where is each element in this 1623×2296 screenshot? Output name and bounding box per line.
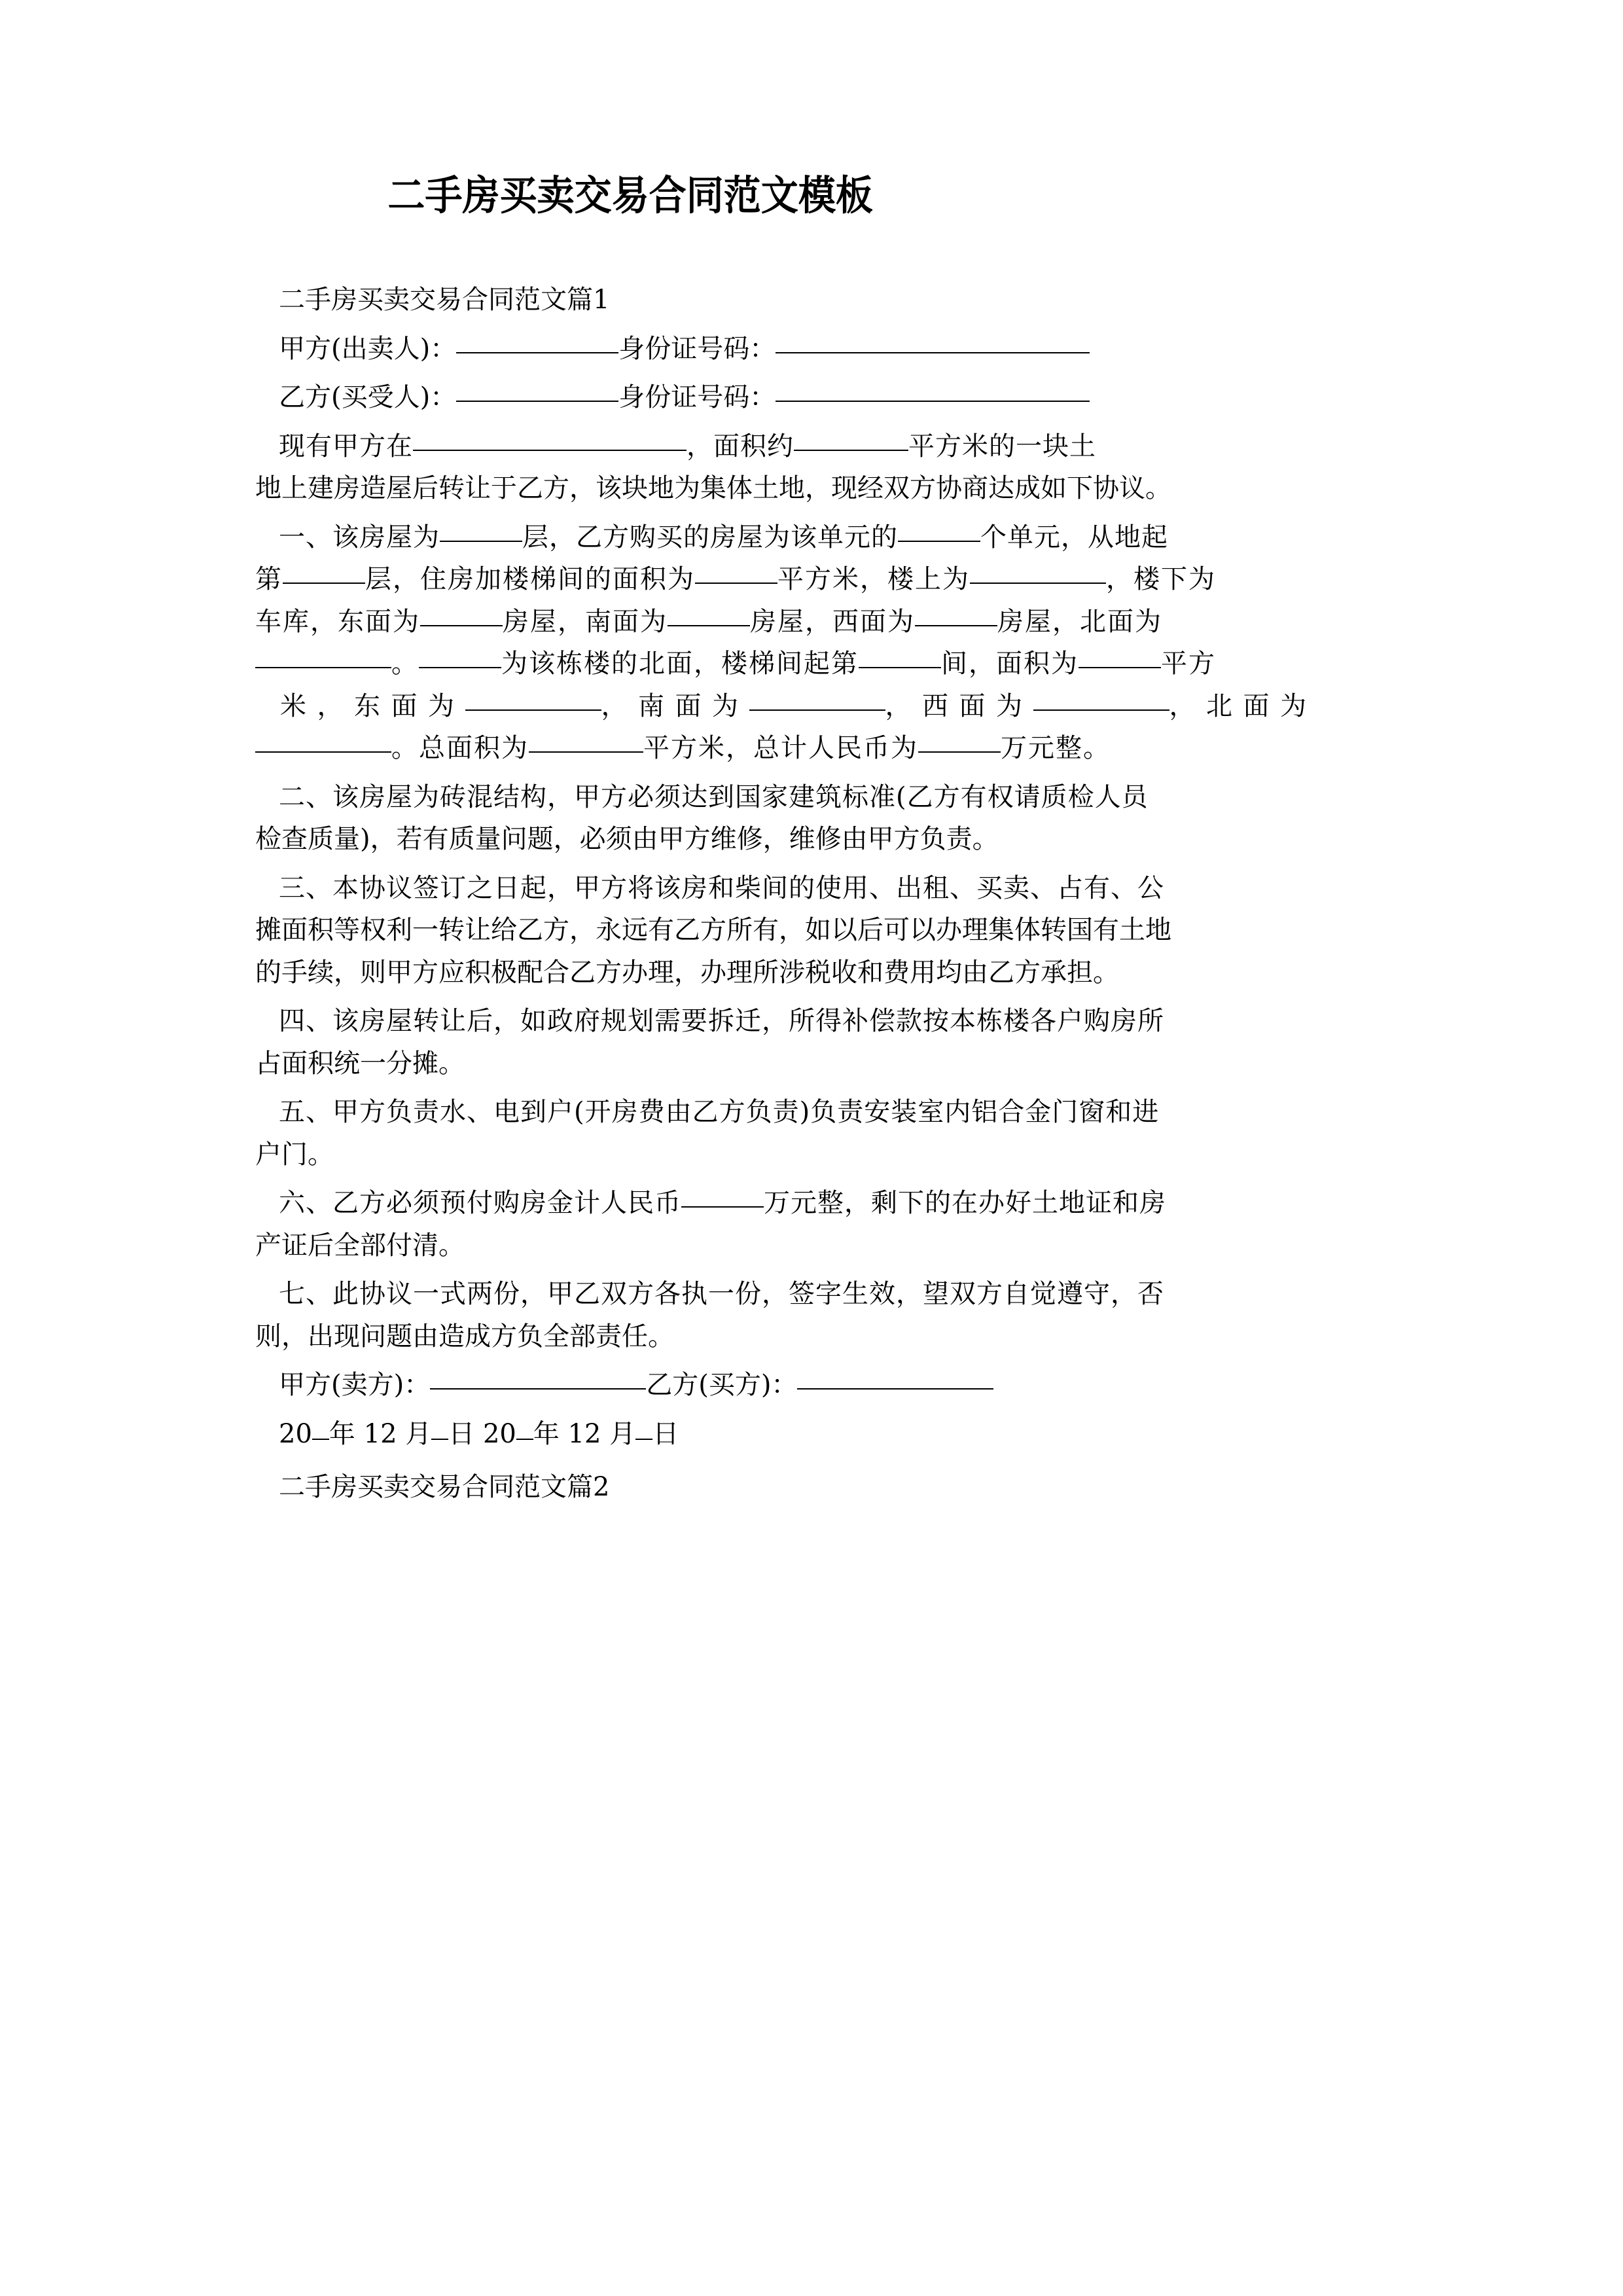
party-a-name-blank[interactable] <box>456 326 618 353</box>
date-line: 20 年 12 月 日 20 年 12 月 日 <box>279 1418 679 1449</box>
east-bound-blank[interactable] <box>465 683 601 711</box>
south-bound-blank[interactable] <box>749 683 885 711</box>
east-house-blank[interactable] <box>420 599 503 626</box>
west-house-blank[interactable] <box>915 599 997 626</box>
clause-5-line-1: 五、甲方负责水、电到户(开房费由乙方负责)负责安装室内铝合金门窗和进 <box>279 1097 1160 1127</box>
document-content <box>255 0 1371 1509</box>
party-b-line: 乙方(买受人)： 身份证号码： <box>255 376 1371 419</box>
total-area-blank[interactable] <box>529 725 643 753</box>
party-a-id-blank[interactable] <box>776 326 1090 353</box>
clause-1-line-3: 车库，东面为 房屋，南面为 房屋，西面为 房屋，北面为 <box>255 601 1371 643</box>
preamble-line-2: 地上建房造屋后转让于乙方，该块地为集体土地，现经双方协商达成如下协议。 <box>255 473 1171 503</box>
west-bound-blank[interactable] <box>1033 683 1169 711</box>
clause-7-line-1: 七、此协议一式两份，甲乙双方各执一份，签字生效，望双方自觉遵守，否 <box>279 1279 1164 1309</box>
clause-6-line-1: 六、乙方必须预付购房金计人民币 万元整，剩下的在办好土地证和房 <box>255 1182 1371 1225</box>
floor-number-blank[interactable] <box>283 556 365 584</box>
buyer-year-blank[interactable] <box>516 1422 533 1440</box>
area-blank[interactable] <box>794 423 908 451</box>
total-price-blank[interactable] <box>918 725 1001 753</box>
clause-3-line-3: 的手续，则甲方应积极配合乙方办理，办理所涉税收和费用均由乙方承担。 <box>255 957 1119 988</box>
clause-3-line-2: 摊面积等权利一转让给乙方，永远有乙方所有，如以后可以办理集体转国有土地 <box>255 915 1171 945</box>
party-b-id-blank[interactable] <box>776 374 1090 402</box>
section-heading-1: 二手房买卖交易合同范文篇1 <box>279 285 610 315</box>
contract-body <box>255 279 1371 1509</box>
upstairs-blank[interactable] <box>970 556 1106 584</box>
clause-4-line-1: 四、该房屋转让后，如政府规划需要拆迁，所得补偿款按本栋楼各户购房所 <box>279 1006 1164 1036</box>
clause-6-line-2: 产证后全部付清。 <box>255 1230 465 1261</box>
clause-5-line-2: 户门。 <box>255 1139 334 1170</box>
prepayment-blank[interactable] <box>681 1180 764 1208</box>
buyer-day-blank[interactable] <box>635 1422 652 1440</box>
south-house-blank[interactable] <box>668 599 750 626</box>
clause-1-line-6: 。总面积为 平方米，总计人民币为 万元整。 <box>255 727 1371 770</box>
clause-1-line-5: 米，东面为 ，南面为 ，西面为 ，北面为 <box>255 685 1371 728</box>
party-a-line: 甲方(出卖人)： 身份证号码： <box>255 328 1371 370</box>
stair-area-blank[interactable] <box>695 556 777 584</box>
north-side-blank[interactable] <box>419 641 501 668</box>
signature-line: 甲方(卖方)： 乙方(买方)： <box>255 1364 1371 1407</box>
clause-3-line-1: 三、本协议签订之日起，甲方将该房和柴间的使用、出租、买卖、占有、公 <box>279 872 1164 903</box>
north-house-blank[interactable] <box>255 641 391 668</box>
clause-1-line-2: 第 层，住房加楼梯间的面积为 平方米，楼上为 ，楼下为 <box>255 558 1371 601</box>
location-blank[interactable] <box>413 423 687 451</box>
page-title: 二手房买卖交易合同范文模板 <box>387 171 873 219</box>
clause-2-line-2: 检查质量)，若有质量问题，必须由甲方维修，维修由甲方负责。 <box>255 824 999 854</box>
seller-year-blank[interactable] <box>312 1422 329 1440</box>
clause-1-line-4: 。 为该栋楼的北面，楼梯间起第 间，面积为 平方 <box>255 643 1371 685</box>
seller-day-blank[interactable] <box>431 1422 448 1440</box>
preamble-line-1: 现有甲方在 ，面积约 平方米的一块土 <box>255 425 1371 468</box>
clause-4-line-2: 占面积统一分摊。 <box>255 1048 465 1079</box>
clause-1-line-1: 一、该房屋为 层，乙方购买的房屋为该单元的 个单元，从地起 <box>255 516 1371 559</box>
buyer-signature-blank[interactable] <box>797 1362 993 1390</box>
room-number-blank[interactable] <box>859 641 941 668</box>
north-bound-blank[interactable] <box>255 725 391 753</box>
room-area-blank[interactable] <box>1079 641 1161 668</box>
party-b-name-blank[interactable] <box>456 374 618 402</box>
floors-blank[interactable] <box>440 514 522 542</box>
unit-count-blank[interactable] <box>898 514 980 542</box>
clause-2-line-1: 二、该房屋为砖混结构，甲方必须达到国家建筑标准(乙方有权请质检人员 <box>279 781 1149 812</box>
seller-signature-blank[interactable] <box>430 1362 646 1390</box>
section-heading-2: 二手房买卖交易合同范文篇2 <box>279 1472 610 1502</box>
clause-7-line-2: 则，出现问题由造成方负全部责任。 <box>255 1321 674 1352</box>
